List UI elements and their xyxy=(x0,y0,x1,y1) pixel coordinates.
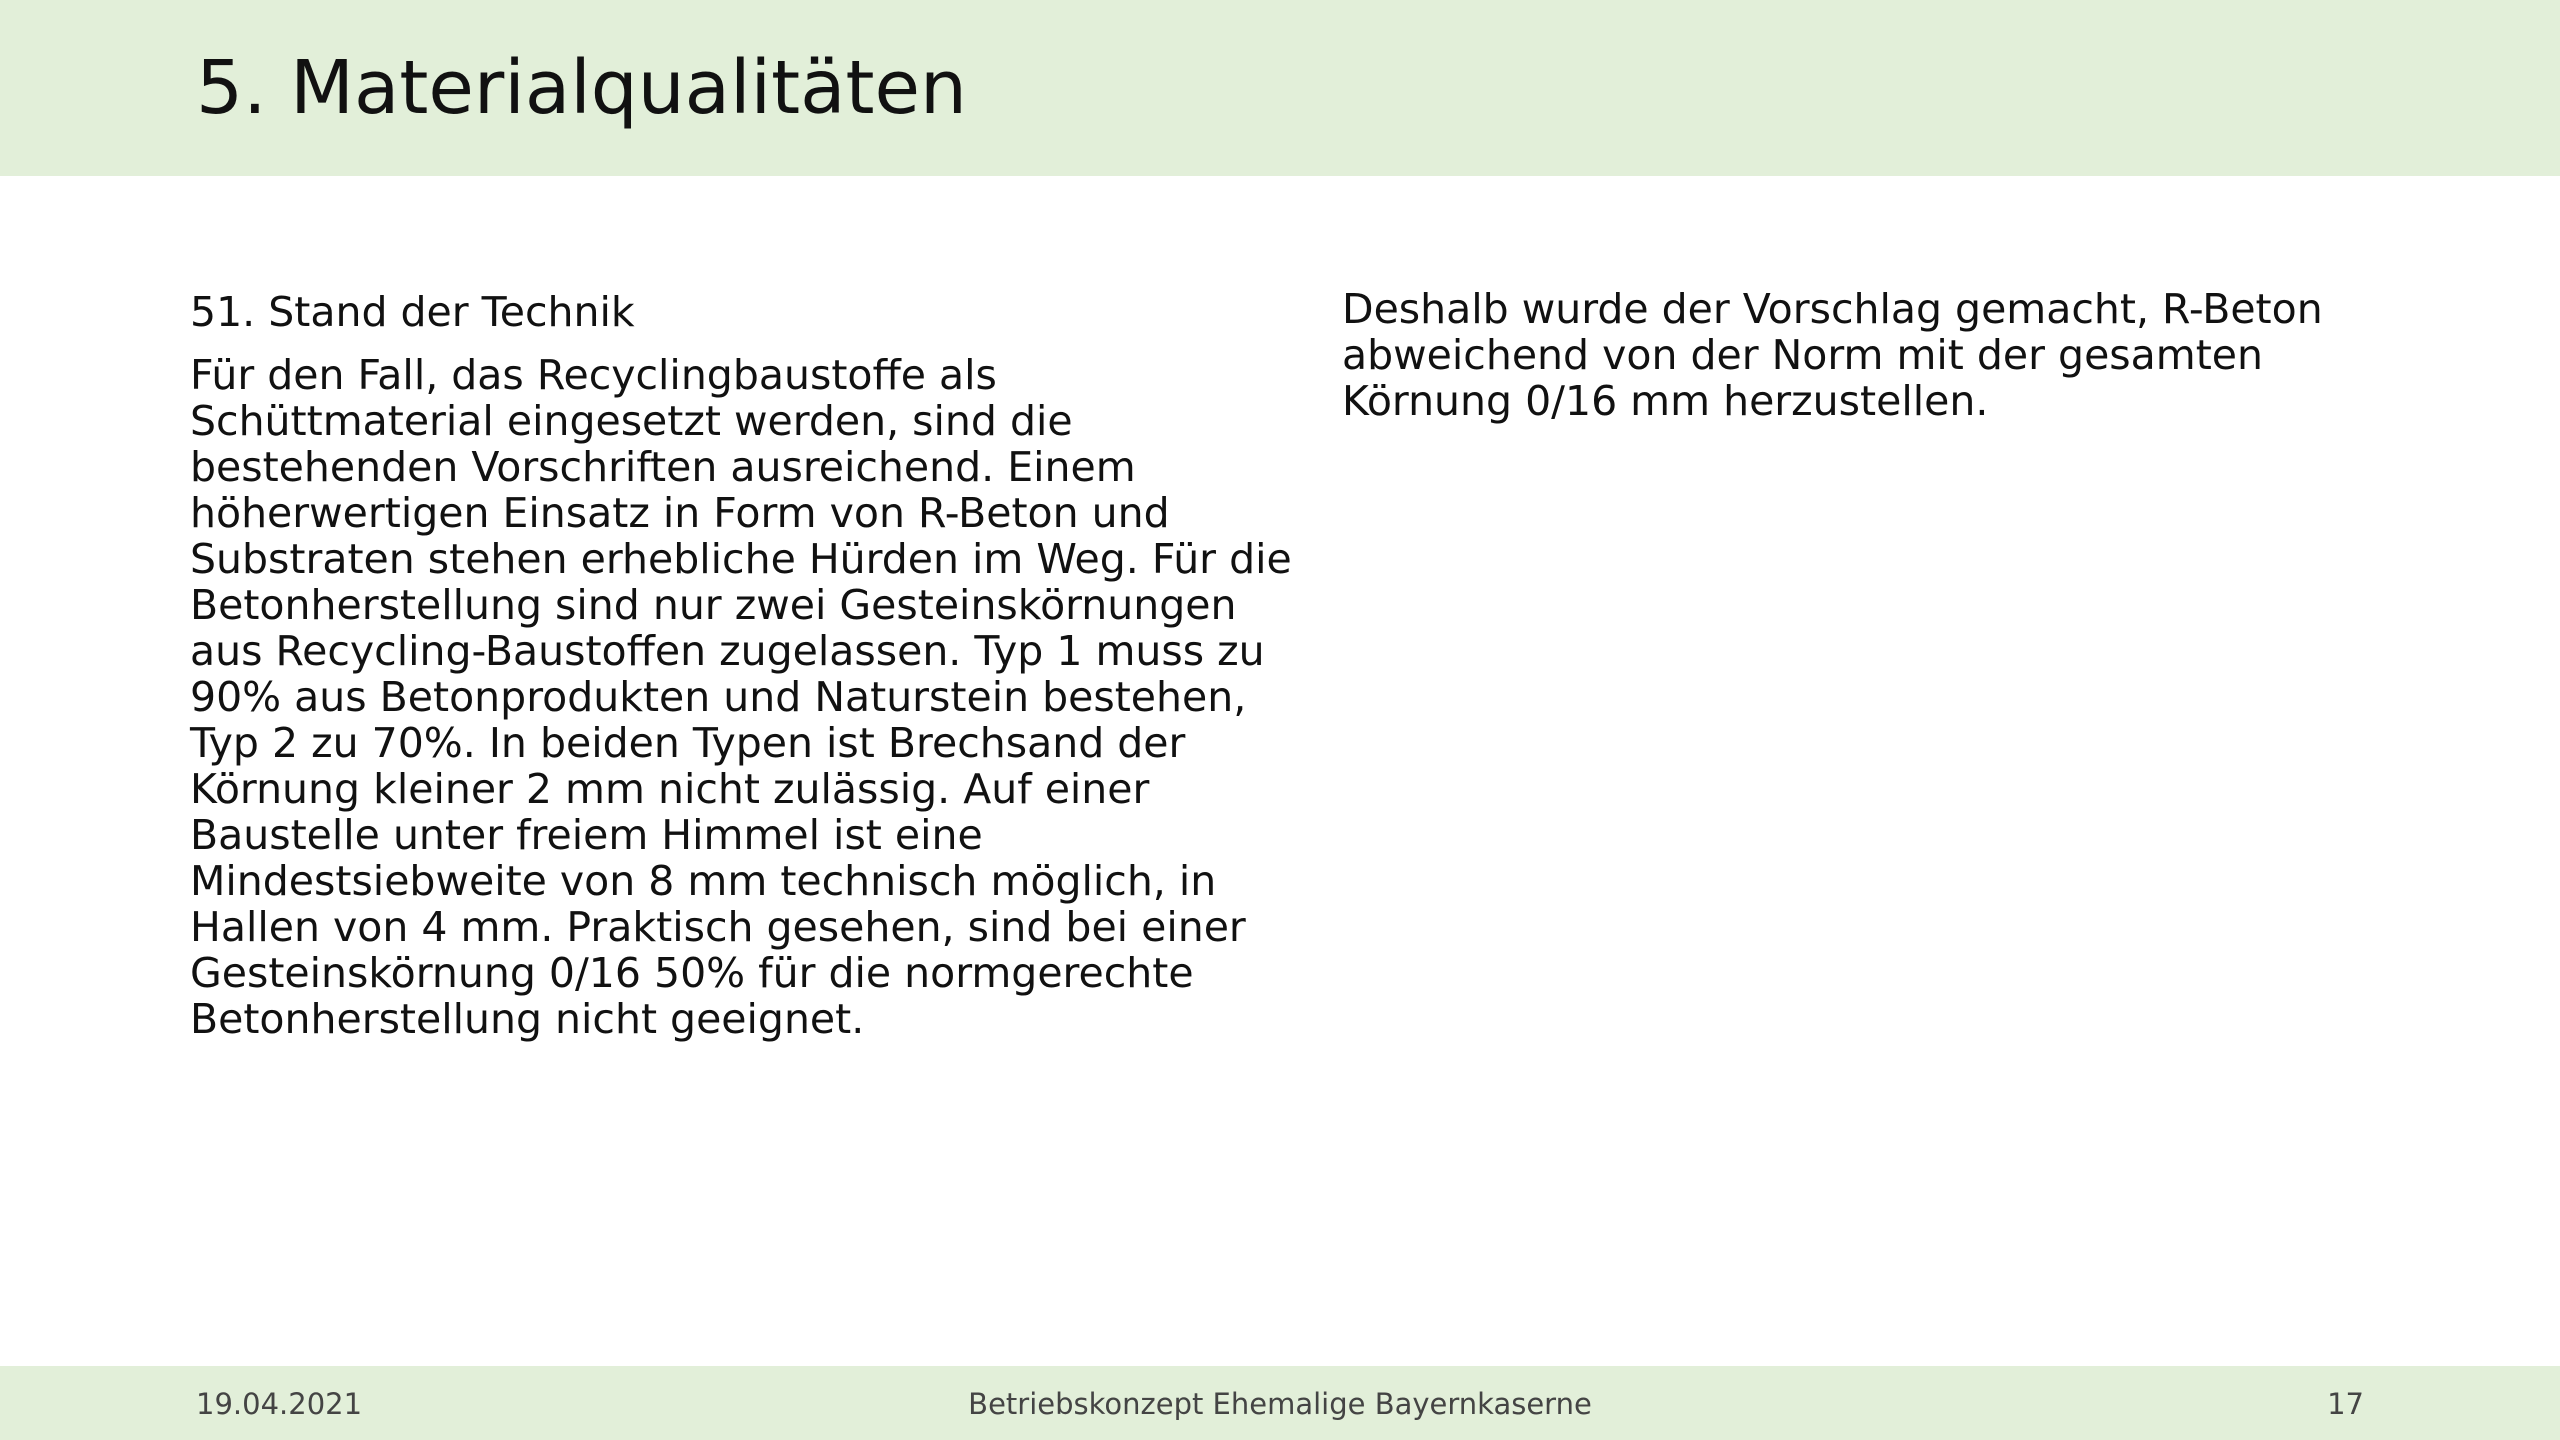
footer-date: 19.04.2021 xyxy=(196,1387,363,1421)
footer-title: Betriebskonzept Ehemalige Bayernkaserne xyxy=(968,1387,1592,1421)
slide-title: 5. Materialqualitäten xyxy=(196,45,967,131)
page-number: 17 xyxy=(2327,1387,2364,1421)
left-column xyxy=(190,286,1310,1042)
right-column xyxy=(1342,286,2422,424)
left-paragraph: Für den Fall, das Recyclingbaustoffe als Schüttmaterial eingesetzt werden, sind die bestehenden Vorschriften ausreichend. Einem höherwertigen Einsatz in Form von R-Beton und Substraten stehen erhebliche Hürden im Weg. Für die Betonherstellung sind nur zwei Gesteinskörnungen aus Recycling-Baustoffen zugelassen. Typ 1 muss zu 90% aus Betonprodukten und Naturstein bestehen, Typ 2 zu 70%. In beiden Typen ist Brechsand der Körnung kleiner 2 mm nicht zulässig. Auf einer Baustelle unter freiem Himmel ist eine Mindestsiebweite von 8 mm technisch möglich, in Hallen von 4 mm. Praktisch gesehen, sind bei einer Gesteinskörnung 0/16 50% für die normgerechte Betonherstellung nicht geeignet. xyxy=(190,351,1292,1043)
right-paragraph: Deshalb wurde der Vorschlag gemacht, R-Beton abweichend von der Norm mit der gesamten Körnung 0/16 mm herzustellen. xyxy=(1342,285,2323,425)
header-band xyxy=(0,0,2560,176)
section-subheading: 51. Stand der Technik xyxy=(190,288,635,336)
